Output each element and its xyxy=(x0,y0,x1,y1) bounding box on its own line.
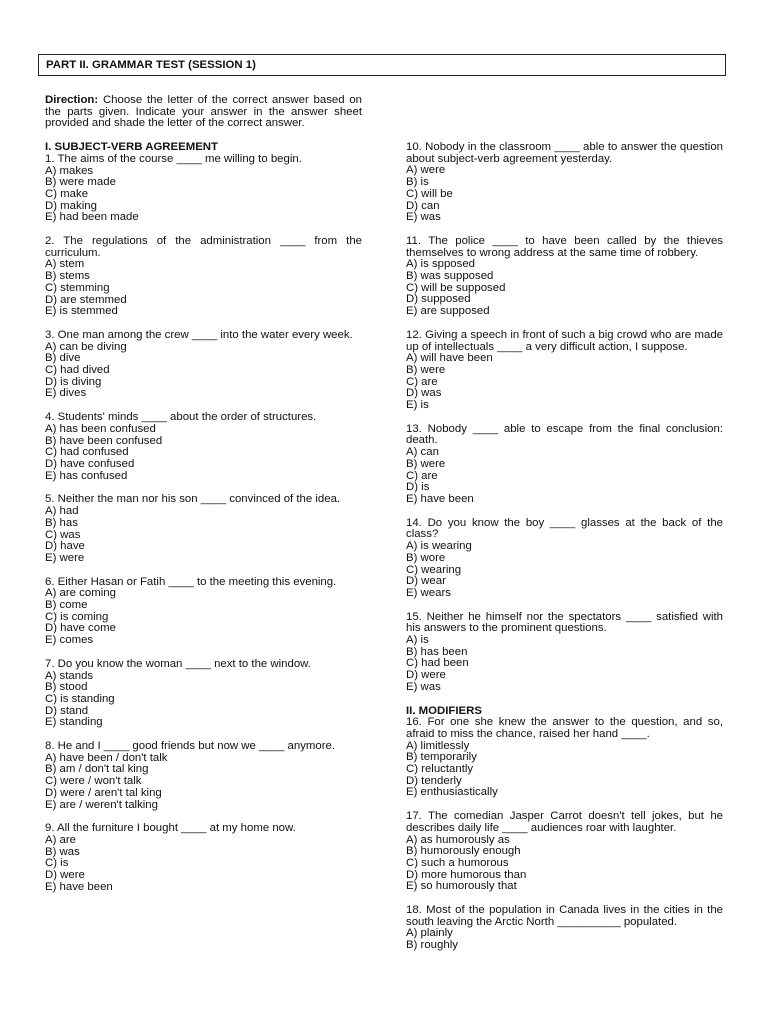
answer-option: A) as humorously as xyxy=(406,833,510,846)
answer-option: B) have been confused xyxy=(45,434,163,447)
answer-option: D) were xyxy=(406,669,446,682)
question-block xyxy=(45,330,362,400)
answer-option: D) stand xyxy=(45,704,89,717)
answer-option: E) wears xyxy=(406,586,451,599)
answer-option: C) stemming xyxy=(45,281,110,294)
question-stem: 8. He and I ____ good friends but now we ____ anymore. xyxy=(45,740,336,753)
answer-option: B) humorously enough xyxy=(406,845,521,858)
question-block xyxy=(406,330,723,412)
answer-option: B) were made xyxy=(45,176,116,189)
answer-option: C) was xyxy=(45,528,81,541)
answer-option: C) is standing xyxy=(45,692,115,705)
question-stem: 13. Nobody ____ able to escape from the final conclusion: death. xyxy=(406,422,723,447)
left-column xyxy=(45,95,362,905)
answer-option: D) more humorous than xyxy=(406,868,527,881)
answer-option: A) had xyxy=(45,505,79,518)
answer-option: B) temporarily xyxy=(406,751,477,764)
answer-option: B) stood xyxy=(45,681,88,694)
question-stem: 3. One man among the crew ____ into the water every week. xyxy=(45,328,353,341)
answer-option: C) such a humorous xyxy=(406,856,509,869)
answer-option: E) comes xyxy=(45,634,94,647)
question-stem: 17. The comedian Jasper Carrot doesn't tell jokes, but he describes daily life ____ audiences roar with laughter. xyxy=(406,810,723,834)
question-block xyxy=(406,518,723,600)
answer-option: C) had dived xyxy=(45,364,110,377)
right-question-list xyxy=(406,142,723,952)
page-title: PART II. GRAMMAR TEST (SESSION 1) xyxy=(38,54,726,76)
answer-option: B) was xyxy=(45,845,80,858)
answer-option: B) stems xyxy=(45,270,90,283)
answer-option: E) is xyxy=(406,399,429,412)
answer-option: B) is xyxy=(406,176,429,189)
answer-option: E) were xyxy=(45,551,85,564)
question-block xyxy=(406,236,723,318)
answer-option: D) wear xyxy=(406,575,446,588)
question-block xyxy=(406,706,723,800)
answer-option: E) standing xyxy=(45,716,103,729)
answer-option: C) make xyxy=(45,187,89,200)
question-stem: 15. Neither he himself nor the spectators ____ satisfied with his answers to the prominent questions. xyxy=(406,610,723,635)
question-block xyxy=(406,142,723,224)
answer-option: C) will be xyxy=(406,187,453,200)
answer-option: C) had confused xyxy=(45,446,129,459)
answer-option: A) has been confused xyxy=(45,422,156,435)
question-block xyxy=(45,823,362,893)
answer-option: E) are / weren't talking xyxy=(45,798,158,811)
answer-option: C) wearing xyxy=(406,563,462,576)
answer-option: A) can xyxy=(406,446,439,459)
direction-label: Direction: xyxy=(45,94,99,106)
question-block xyxy=(45,142,362,224)
question-stem: 14. Do you know the boy ____ glasses at the back of the class? xyxy=(406,516,723,541)
answer-option: B) am / don't tal king xyxy=(45,763,149,776)
answer-option: E) is stemmed xyxy=(45,305,118,318)
question-stem: 5. Neither the man nor his son ____ convinced of the idea. xyxy=(45,493,341,506)
left-question-list xyxy=(45,142,362,893)
answer-option: A) plainly xyxy=(406,927,453,940)
answer-option: A) are coming xyxy=(45,587,116,600)
question-stem: 6. Either Hasan or Fatih ____ to the meeting this evening. xyxy=(45,575,337,588)
question-stem: 2. The regulations of the administration ____ from the curriculum. xyxy=(45,235,362,259)
question-stem: 4. Students' minds ____ about the order of structures. xyxy=(45,411,317,424)
answer-option: D) have confused xyxy=(45,457,135,470)
answer-option: A) is wearing xyxy=(406,540,472,553)
answer-option: E) enthusiastically xyxy=(406,786,498,799)
answer-option: A) stem xyxy=(45,258,85,271)
answer-option: E) has confused xyxy=(45,469,128,482)
answer-option: A) is xyxy=(406,634,429,647)
answer-option: B) was supposed xyxy=(406,270,494,283)
answer-option: D) have come xyxy=(45,622,116,635)
answer-option: E) so humorously that xyxy=(406,880,517,893)
question-stem: 9. All the furniture I bought ____ at my home now. xyxy=(45,822,296,835)
answer-option: D) was xyxy=(406,387,442,400)
answer-option: C) had been xyxy=(406,657,469,670)
answer-option: A) stands xyxy=(45,669,94,682)
question-block xyxy=(45,494,362,564)
right-column xyxy=(406,142,723,964)
answer-option: C) is xyxy=(45,857,69,870)
question-stem: 16. For one she knew the answer to the question, and so, afraid to miss the chance, raised her hand ____. xyxy=(406,716,723,740)
answer-option: B) dive xyxy=(45,352,81,365)
answer-option: D) tenderly xyxy=(406,774,462,787)
answer-option: A) limitlessly xyxy=(406,739,470,752)
answer-option: D) supposed xyxy=(406,293,471,306)
answer-option: B) come xyxy=(45,599,88,612)
answer-option: C) are xyxy=(406,375,438,388)
section-heading: II. MODIFIERS xyxy=(406,704,482,717)
question-stem: 11. The police ____ to have been called by the thieves themselves to wrong address at the same time of robbery. xyxy=(406,234,723,259)
answer-option: B) were xyxy=(406,363,446,376)
question-stem: 10. Nobody in the classroom ____ able to answer the question about subject-verb agreement yesterday. xyxy=(406,141,723,165)
answer-option: D) were xyxy=(45,869,85,882)
answer-option: E) had been made xyxy=(45,211,139,224)
direction-paragraph xyxy=(45,95,362,130)
answer-option: A) will have been xyxy=(406,352,493,365)
question-block xyxy=(406,905,723,952)
question-stem: 12. Giving a speech in front of such a big crowd who are made up of intellectuals ____ a very difficult action, I suppose. xyxy=(406,328,723,353)
answer-option: A) makes xyxy=(45,164,94,177)
answer-option: E) have been xyxy=(45,880,113,893)
answer-option: D) have xyxy=(45,540,85,553)
answer-option: D) can xyxy=(406,199,440,212)
answer-option: E) have been xyxy=(406,492,474,505)
answer-option: A) are xyxy=(45,833,77,846)
answer-option: E) was xyxy=(406,680,441,693)
answer-option: E) was xyxy=(406,211,441,224)
question-block xyxy=(45,412,362,482)
question-stem: 18. Most of the population in Canada lives in the cities in the south leaving the Arctic North __________ populated. xyxy=(406,904,723,928)
question-block xyxy=(406,811,723,893)
answer-option: D) is xyxy=(406,481,430,494)
answer-option: A) is spposed xyxy=(406,258,476,271)
answer-option: C) is coming xyxy=(45,610,109,623)
answer-option: E) dives xyxy=(45,387,87,400)
question-block xyxy=(406,612,723,694)
answer-option: D) making xyxy=(45,199,97,212)
answer-option: B) has xyxy=(45,516,78,529)
answer-option: E) are supposed xyxy=(406,305,490,318)
question-stem: 1. The aims of the course ____ me willing to begin. xyxy=(45,152,302,165)
answer-option: C) will be supposed xyxy=(406,281,506,294)
question-block xyxy=(45,577,362,647)
answer-option: D) are stemmed xyxy=(45,293,127,306)
question-block xyxy=(45,236,362,318)
answer-option: A) were xyxy=(406,164,446,177)
answer-option: C) were / won't talk xyxy=(45,775,142,788)
answer-option: B) wore xyxy=(406,551,446,564)
answer-option: B) were xyxy=(406,457,446,470)
answer-option: C) reluctantly xyxy=(406,763,474,776)
answer-option: D) were / aren't tal king xyxy=(45,786,162,799)
question-stem: 7. Do you know the woman ____ next to the window. xyxy=(45,657,311,670)
answer-option: C) are xyxy=(406,469,438,482)
question-block xyxy=(406,424,723,506)
question-block xyxy=(45,741,362,811)
direction-text: Choose the letter of the correct answer based on the parts given. Indicate your answer in the answer sheet provided and shade the letter of the correct answer. xyxy=(45,94,362,130)
section-heading: I. SUBJECT-VERB AGREEMENT xyxy=(45,141,218,154)
answer-option: B) has been xyxy=(406,645,468,658)
answer-option: D) is diving xyxy=(45,375,102,388)
answer-option: A) have been / don't talk xyxy=(45,751,168,764)
answer-option: B) roughly xyxy=(406,939,458,952)
question-block xyxy=(45,659,362,729)
answer-option: A) can be diving xyxy=(45,340,127,353)
